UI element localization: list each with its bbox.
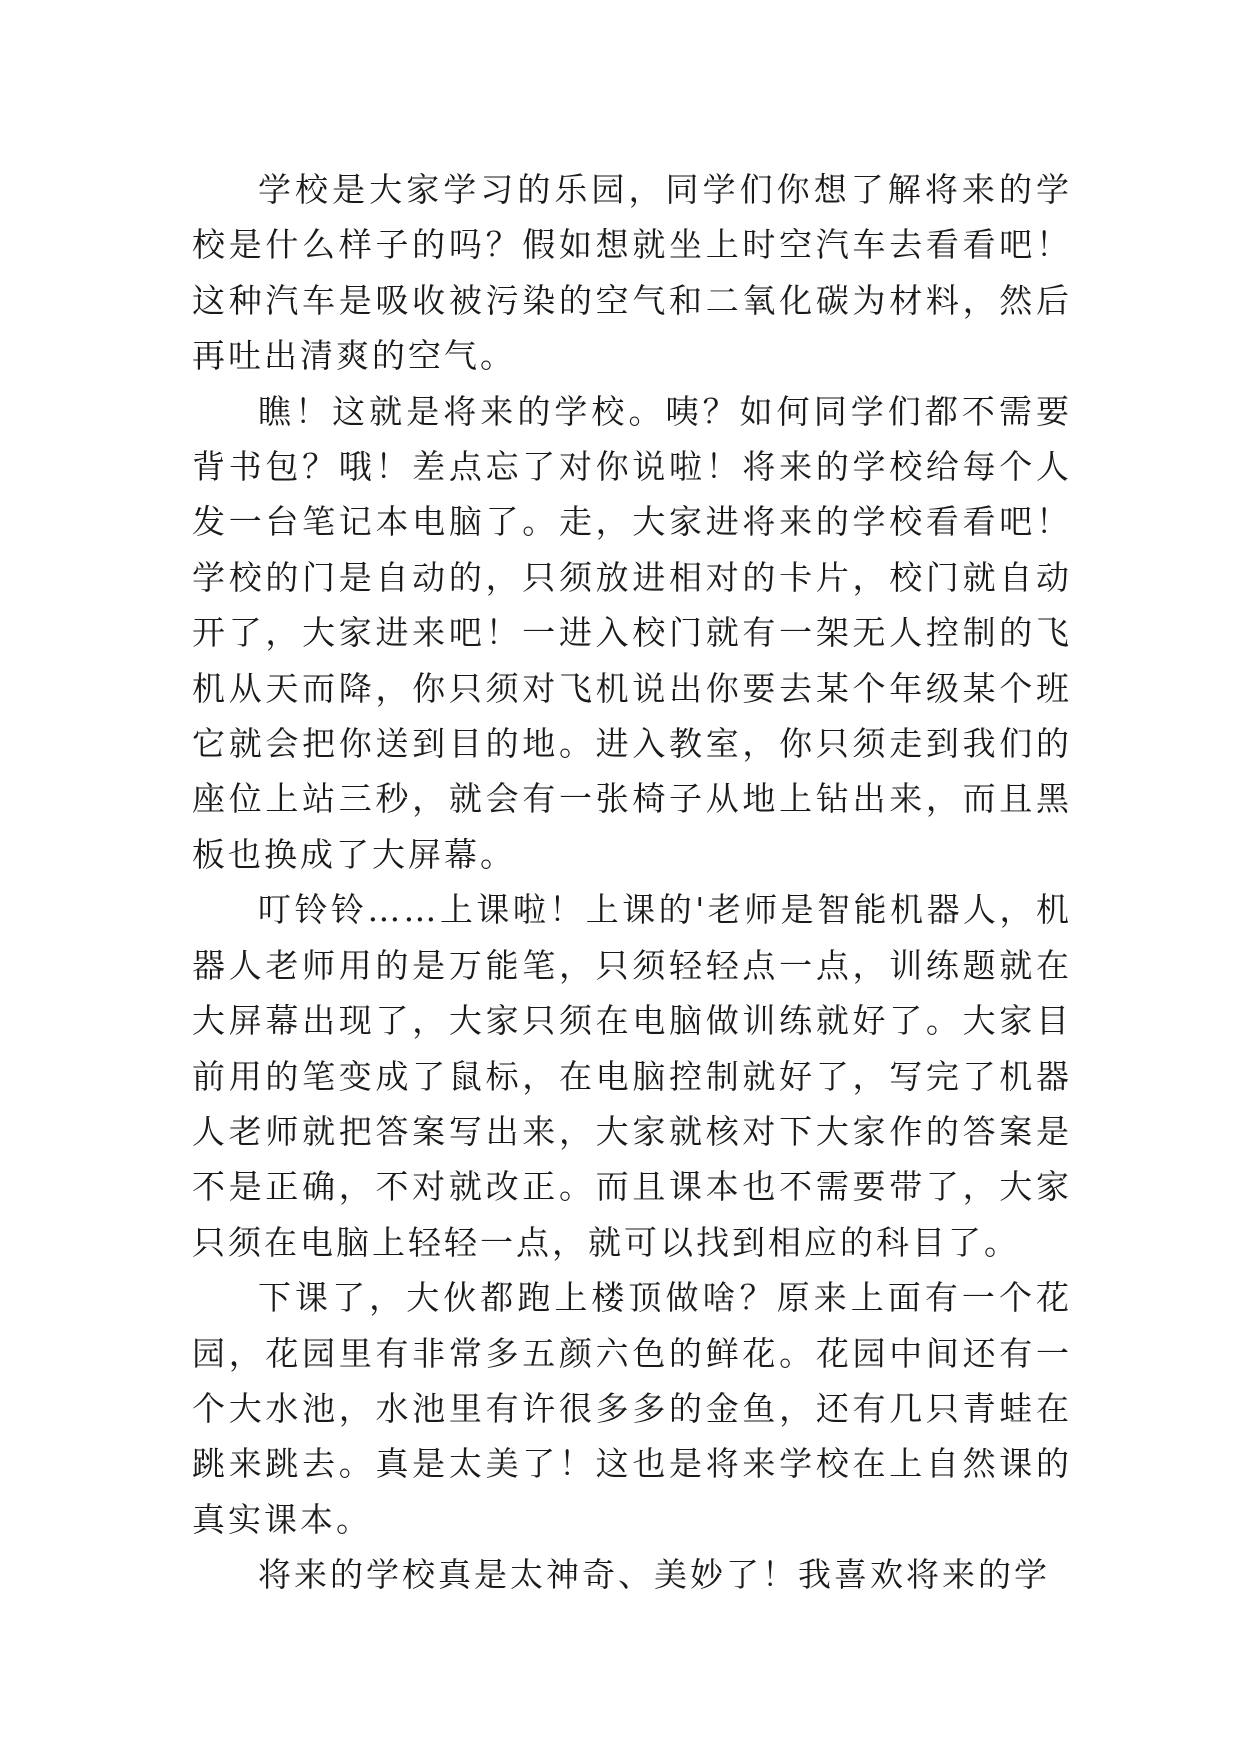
- paragraph-5: 将来的学校真是太神奇、美妙了！我喜欢将来的学: [258, 1555, 1050, 1595]
- essay-body: [192, 162, 1072, 1603]
- paragraph-2: 瞧！这就是将来的学校。咦？如何同学们都不需要背书包？哦！差点忘了对你说啦！将来的学校给每个人发一台笔记本电脑了。走，大家进将来的学校看看吧！学校的门是自动的，只须放进相对的卡片，校门就自动开了，大家进来吧！一进入校门就有一架无人控制的飞机从天而降，你只须对飞机说出你要去某个年级某个班它就会把你送到目的地。进入教室，你只须走到我们的座位上站三秒，就会有一张椅子从地上钻出来，而且黑板也换成了大屏幕。: [192, 391, 1072, 874]
- paragraph-3: 叮铃铃……上课啦！上课的'老师是智能机器人，机器人老师用的是万能笔，只须轻轻点一点，训练题就在大屏幕出现了，大家只须在电脑做训练就好了。大家目前用的笔变成了鼠标，在电脑控制就好了，写完了机器人老师就把答案写出来，大家就核对下大家作的答案是不是正确，不对就改正。而且课本也不需要带了，大家只须在电脑上轻轻一点，就可以找到相应的科目了。: [192, 890, 1072, 1262]
- paragraph-4: 下课了，大伙都跑上楼顶做啥？原来上面有一个花园，花园里有非常多五颜六色的鲜花。花园中间还有一个大水池，水池里有许很多多的金鱼，还有几只青蛙在跳来跳去。真是太美了！这也是将来学校在上自然课的真实课本。: [192, 1278, 1072, 1539]
- paragraph-1: 学校是大家学习的乐园，同学们你想了解将来的学校是什么样子的吗？假如想就坐上时空汽车去看看吧！这种汽车是吸收被污染的空气和二氧化碳为材料，然后再吐出清爽的空气。: [192, 170, 1072, 376]
